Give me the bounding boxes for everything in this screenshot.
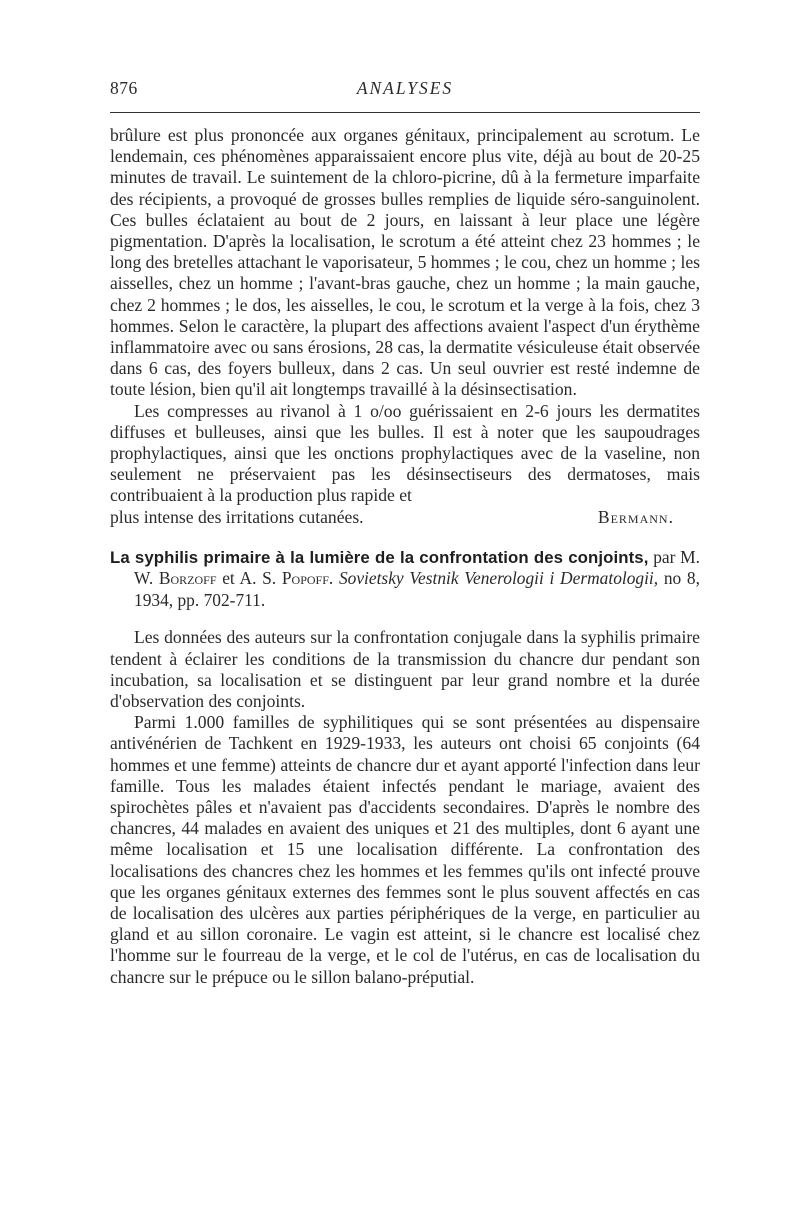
continued-review	[110, 125, 700, 528]
article-body	[110, 627, 700, 987]
running-head	[110, 78, 700, 108]
running-title: ANALYSES	[356, 78, 454, 98]
closing-line	[110, 507, 700, 528]
header-rule	[110, 112, 700, 113]
article-paragraph-2: Parmi 1.000 familles de syphilitiques qui se sont présentées au dispensaire antivénérien de Tachkent en 1929-1933, les auteurs ont choisi 65 conjoints (64 hommes et une femme) atteints de chancre dur et ayant apporté l'infection dans leur famille. Tous les malades étaient infectés pendant le mariage, avaient des spirochètes pâles et n'avaient pas d'accidents secondaires. D'après le nombre des chancres, 44 malades en avaient des uniques et 21 des multiples, dont 6 ayant une même localisation et 15 une localisation différente. La confrontation des localisations des chancres chez les hommes et les femmes qu'ils ont infecté prouve que les organes génitaux externes des femmes sont le plus souvent affectés en cas de localisation des ulcères aux parties périphériques de la verge, en particulier au gland et au sillon coronaire. Le vagin est atteint, si le chancre est localisé chez l'homme sur le fourreau de la verge, et le col de l'utérus, en cas de localisation du chancre sur le prépuce ou le sillon balano-préputial.	[110, 712, 700, 987]
author-1-surname: Borzoff	[158, 568, 217, 589]
article-title: La syphilis primaire à la lumière de la confrontation des conjoints,	[110, 547, 649, 567]
continued-paragraph-2: Les compresses au rivanol à 1 o/oo guérissaient en 2-6 jours les dermatites diffuses et bulleuses, ainsi que les bulles. Il est à noter que les saupoudrages prophylactiques, ainsi que les onctions prophylactiques avec de la vaseline, non seulement ne préservaient pas les désinsectiseurs des dermatoses, mais contribuaient à la production plus rapide et	[110, 400, 700, 506]
continued-paragraph-2-last-line: plus intense des irritations cutanées.	[110, 506, 364, 527]
continued-paragraph-1: brûlure est plus prononcée aux organes génitaux, principalement au scrotum. Le lendemain, ces phénomènes apparaissaient encore plus vite, déjà au bout de 20-25 minutes de travail. Le suintement de la chloro-picrine, dû à la fermeture imparfaite des récipients, a provoqué de grosses bulles remplies de liquide séro-sanguinolent. Ces bulles éclataient au bout de 2 jours, en laissant à leur place une légère pigmentation. D'après la localisation, le scrotum a été atteint chez 23 hommes ; le long des bretelles attachant le vaporisateur, 5 hommes ; le cou, chez un homme ; les aisselles, chez un homme ; l'avant-bras gauche, chez un homme ; la main gauche, chez 2 hommes ; le dos, les aisselles, le cou, le scrotum et la verge à la fois, chez 3 hommes. Selon le caractère, la plupart des affections avaient l'aspect d'un érythème inflammatoire avec ou sans érosions, 28 cas, la dermatite vésiculeuse était observée dans 6 cas, des foyers bulleux, dans 2 cas. Un seul ouvrier est resté indemne de toute lésion, bien qu'il ait longtemps travaillé à la désinsectisation.	[110, 125, 700, 400]
issue-citation: no 8, 1934, pp. 702-711.	[134, 568, 700, 610]
author-1-initials: M. W.	[134, 546, 700, 589]
article-heading	[110, 547, 700, 612]
page-number: 876	[110, 78, 138, 98]
and-word: et	[222, 568, 235, 589]
journal-name: Sovietsky Vestnik Venerologii i Dermatologii,	[338, 568, 659, 589]
by-word: par	[653, 546, 676, 567]
reviewer-signature: Bermann.	[597, 506, 674, 527]
author-2-initials: A. S.	[239, 568, 277, 589]
article-paragraph-1: Les données des auteurs sur la confrontation conjugale dans la syphilis primaire tendent à éclairer les conditions de la transmission du chancre dur pendant son incubation, sa localisation et se distinguent par leur grand nombre et la durée d'observation des conjoints.	[110, 627, 700, 711]
book-page	[110, 78, 700, 988]
author-2-surname: Popoff.	[281, 568, 334, 589]
